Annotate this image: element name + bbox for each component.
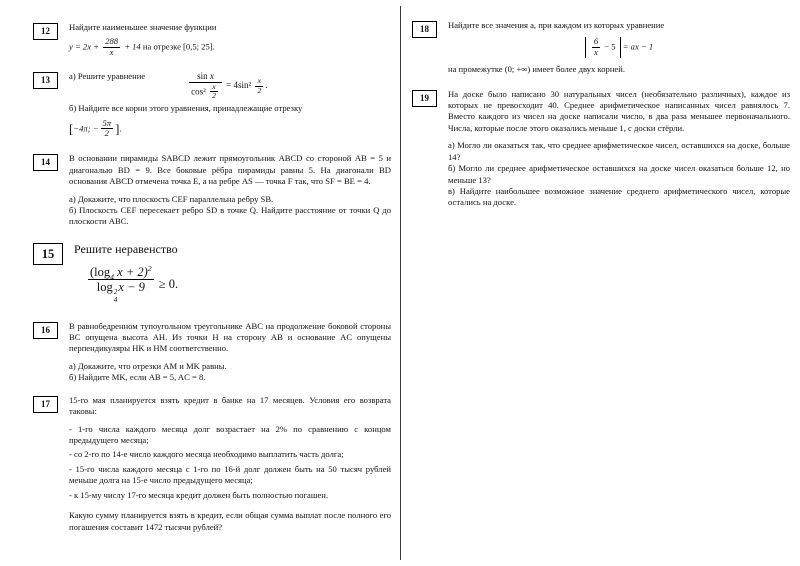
column-divider [400, 6, 401, 560]
absolute-value [585, 37, 621, 58]
problem-16-part-b: б) Найдите MK, если AB = 5, AC = 8. [69, 372, 206, 383]
problem-12-formula [69, 37, 391, 58]
fraction-denominator: 2 [104, 128, 109, 139]
problem-19-body [448, 89, 790, 209]
problem-12-body [69, 22, 391, 62]
problem-14-body [69, 153, 391, 228]
function-name: cos² [191, 85, 206, 96]
problem-15 [33, 242, 391, 307]
fraction-denominator: 2 [257, 85, 262, 95]
problem-18-equation [448, 37, 790, 58]
condition-item: - 1-го числа каждого месяца долг возрастает на 2% по сравнению с концом предыдущего месяца; [69, 423, 391, 445]
problem-18-number-box: 18 [412, 21, 437, 38]
formula-segment: . [265, 80, 268, 91]
problem-13-body [69, 71, 391, 143]
fraction-numerator: x [210, 83, 218, 93]
fraction-numerator: 288 [105, 36, 119, 47]
problem-14-part-b: б) Плоскость CEF пересекает ребро SD в точке Q. Найдите расстояние от точки Q до плоскости ABC. [69, 204, 391, 227]
problem-19-part-b: б) Могло ли среднее арифметическое оставшихся на доске чисел оказаться больше 12, но меньше 13? [448, 163, 790, 185]
problem-19 [412, 89, 790, 209]
fraction-denominator [88, 280, 154, 304]
bracket-open: [ [69, 121, 74, 136]
problem-16-number-box: 16 [33, 322, 58, 339]
function-name: log [96, 280, 113, 295]
formula-segment: = ax − 1 [622, 41, 654, 52]
fraction [592, 37, 600, 58]
problem-14-text: В основании пирамиды SABCD лежит прямоугольник ABCD со стороной AB = 5 и диагональю BD = 9. Все боковые рёбра пирамиды равны 5. На диагонали BD основания ABCD отмечена точка E, а на ребре AS — точка F так, что SF = BE = 4. [69, 153, 391, 187]
problem-19-number-box: 19 [412, 90, 437, 107]
problem-16-body [69, 321, 391, 384]
fraction-denominator: 2 [212, 91, 216, 101]
problem-13-part-a-row [69, 71, 391, 103]
condition-item: - со 2-го по 14-е число каждого месяца необходимо выплатить часть долга; [69, 449, 344, 460]
formula-segment: − 5 [604, 41, 616, 52]
problem-15-inequality [86, 265, 391, 305]
problem-13 [33, 71, 391, 143]
problem-19-part-c: в) Найдите наибольшее возможное значение среднего арифметического чисел, которые остались на доске. [448, 185, 790, 208]
condition-item: - к 15-му числу 17-го месяца кредит должен быть полностью погашен. [69, 489, 329, 500]
formula-segment: x + 2) [117, 264, 148, 279]
inner-fraction [210, 83, 218, 102]
problem-19-part-a: а) Могло ли оказаться так, что среднее арифметическое чисел, оставшихся на доске, больше 14? [448, 140, 790, 162]
fraction-numerator [88, 265, 154, 280]
problem-17-intro: 15-го мая планируется взять кредит в банке на 17 месяцев. Условия его возврата таковы: [69, 394, 391, 417]
problem-18-body [448, 20, 790, 76]
problem-15-number-box: 15 [33, 243, 63, 266]
bracket-close: ] [115, 121, 120, 136]
problem-12-intro: Найдите наименьшее значение функции [69, 22, 217, 32]
problem-17-number-box: 17 [33, 396, 58, 413]
fraction-numerator: 5π [102, 117, 112, 128]
fraction-numerator [189, 71, 222, 82]
superscript: 2 [147, 263, 152, 273]
problem-14-part-a: а) Докажите, что плоскость CEF параллельна ребру SB. [69, 193, 274, 204]
fraction [103, 37, 120, 58]
problem-15-intro: Решите неравенство [74, 241, 178, 256]
problem-14 [33, 153, 391, 228]
problem-13-part-b: б) Найдите все корни этого уравнения, принадлежащие отрезку [69, 103, 303, 114]
problem-13-equation [187, 71, 267, 101]
fraction [101, 119, 114, 140]
problem-17-body [69, 395, 391, 533]
problem-17-conditions [69, 424, 391, 502]
problem-17-question: Какую сумму планируется взять в кредит, если общая сумма выплат после полного его погашения составит 1472 тысячи рублей? [69, 510, 391, 532]
function-name: (log [90, 264, 111, 279]
problem-12 [33, 22, 391, 62]
problem-16 [33, 321, 391, 384]
formula-segment: . [119, 122, 122, 133]
formula-text: на отрезке [142, 41, 181, 52]
fraction-denominator: x [109, 47, 114, 58]
problem-18 [412, 20, 790, 76]
problem-15-body [74, 242, 391, 307]
problem-16-part-a: а) Докажите, что отрезки AM и MK равны. [69, 360, 227, 371]
superscript: 2 [113, 288, 118, 297]
problem-12-number-box: 12 [33, 23, 58, 40]
problem-18-outro: на промежутке (0; +∞) имеет более двух корней. [448, 64, 625, 75]
fraction [255, 77, 263, 96]
formula-segment: y = 2x + [69, 41, 99, 52]
problem-13-interval [69, 119, 391, 140]
fraction-numerator: 6 [593, 36, 599, 47]
formula-segment: x − 9 [118, 280, 145, 295]
problem-14-number-box: 14 [33, 154, 58, 171]
problem-16-text: В равнобедренном тупоугольном треугольнике ABC на продолжение боковой стороны BC опущена высота AH. Из точки H на сторону AB и основание AC опущены перпендикуляры HK и HM соответственно. [69, 320, 391, 354]
problem-13-number-box: 13 [33, 72, 58, 89]
function-name: sin [197, 71, 208, 82]
variable: x [209, 71, 214, 82]
problem-18-intro: Найдите все значения a, при каждом из которых уравнение [448, 20, 665, 30]
subscript: 4 [110, 272, 115, 282]
fraction-denominator [189, 83, 222, 102]
problem-13-part-a: а) Решите уравнение [69, 71, 146, 82]
relation: ≥ 0. [158, 276, 179, 291]
formula-segment: [0,5; 25]. [183, 41, 215, 52]
condition-item: - 15-го числа каждого месяца с 1-го по 16-й долг должен быть на 50 тысяч рублей меньше долга на 15-е число предыдущего месяца; [69, 463, 391, 486]
fraction [88, 265, 154, 305]
problem-19-text: На доске было написано 30 натуральных чисел (необязательно различных), каждое из которых не превосходит 40. Среднее арифметическое написанных чисел равнялось 7. Вместо каждого из чисел на доске написали число, в два раза меньшее первоначального. Числа, которые после этого оказались меньше 1, с доски стёрли. [448, 88, 790, 133]
fraction-denominator: x [594, 47, 598, 58]
fraction-numerator: x [255, 77, 263, 87]
problem-17 [33, 395, 391, 533]
formula-segment: + 14 [124, 41, 141, 52]
right-column [412, 20, 790, 209]
formula-segment: = 4sin² [226, 80, 252, 91]
formula-segment: −4π; − [73, 122, 99, 133]
subscript: 4 [113, 296, 118, 304]
sup-sub-stack [114, 289, 118, 304]
left-column [33, 22, 391, 533]
fraction [189, 71, 222, 101]
